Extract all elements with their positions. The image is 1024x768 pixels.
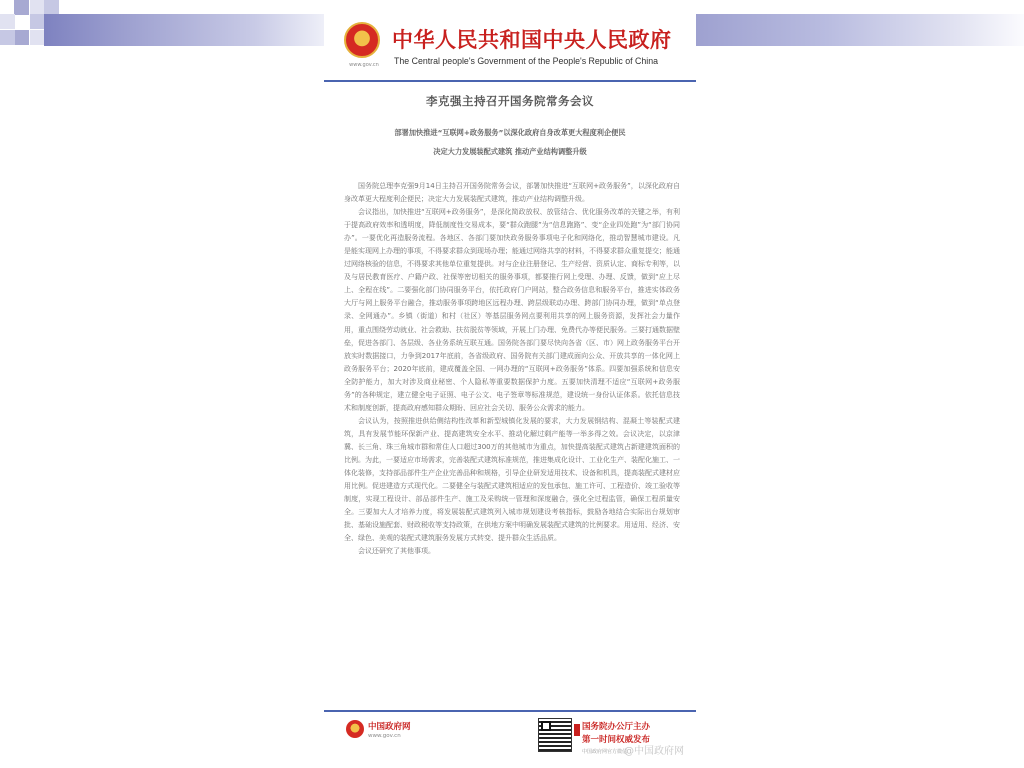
footer-emblem-icon: [346, 720, 364, 738]
header-band-left: [44, 14, 324, 46]
article-paragraph: 会议认为，按照推进供给侧结构性改革和新型城镇化发展的要求，大力发展钢结构、混凝土等装配式建筑，具有发展节能环保新产业、提高建筑安全水平、推动化解过剩产能等一举多得之效。会议决定，以京津冀、长三角、珠三角城市群和常住人口超过300万的其他城市为重点，加快提高装配式建筑占新建建筑面积的比例。为此，一要适应市场需求，完善装配式建筑标准规范，推进集成化设计、工业化生产、装配化施工、一体化装修，支持部品部件生产企业完善品种和规格，引导企业研发适用技术、设备和机具，提高装配式建材应用比例。促进建造方式现代化。二要健全与装配式建筑相适应的发包承包、施工许可、工程造价、竣工验收等制度，实现工程设计、部品部件生产、施工及采购统一管理和深度融合，强化全过程监管，确保工程质量安全。三要加大人才培养力度，将发展装配式建筑列入城市规划建设考核指标，鼓励各地结合实际出台规划审批、基础设施配套、财政税收等支持政策，在供地方案中明确发展装配式建筑的比例要求。用适用、经济、安全、绿色、美观的装配式建筑服务发展方式转变、提升群众生活品质。: [344, 416, 680, 543]
footer-promo-line-3: 中国政府网官方微信: [582, 749, 628, 755]
header-band-right: [696, 14, 1024, 46]
gov-header: [324, 14, 696, 80]
national-emblem-icon: [344, 22, 380, 58]
gov-title-chinese: 中华人民共和国中央人民政府: [392, 28, 672, 52]
article-body: [344, 180, 680, 700]
gov-title-english: The Central people's Government of the People's Republic of China: [394, 56, 658, 66]
footer-promo-line-2: 第一时间权威发布: [582, 735, 651, 745]
footer-site-url: www.gov.cn: [368, 733, 401, 739]
article-subtitle-2: 决定大力发展装配式建筑 推动产业结构调整升级: [433, 147, 587, 156]
qr-code-icon: [538, 718, 572, 752]
article-paragraph: 会议还研究了其他事项。: [358, 547, 435, 556]
header-divider: [324, 80, 696, 82]
article-paragraph: 国务院总理李克强9月14日主持召开国务院常务会议，部署加快推进“互联网+政务服务”，以深化政府自身改革更大程度利企便民；决定大力发展装配式建筑，推动产业结构调整升级。: [344, 182, 680, 204]
article-subtitle-1: 部署加快推进“互联网+政务服务”以深化政府自身改革更大程度利企便民: [394, 128, 626, 137]
promo-marker: [574, 724, 580, 736]
emblem-site-label: www.gov.cn: [349, 62, 379, 68]
article-paragraph: 会议指出，加快推进“互联网+政务服务”，是深化简政放权、放管结合、优化服务改革的关键之举，有利于提高政府效率和透明度，降低制度性交易成本，要“群众跑腿”为“信息跑路”、变“企业四处跑”为“部门协同办”。一要优化再造服务流程。各地区、各部门要加快政务服务事项电子化和网络化，推动智慧城市建设。凡是能实现网上办理的事项，不得要求群众到现场办理；能通过网络共享的材料，不得要求群众重复提交；能通过网络核验的信息，不得要求其他单位重复提供。对与企业注册登记、生产经营、资质认定、商标专利等，以及与居民教育医疗、户籍户政、社保等密切相关的服务事项，都要推行网上受理、办理、反馈，做到“应上尽上、全程在线”。二要强化部门协同服务平台，依托政府门户网站，整合政务信息和服务平台，推进实体政务大厅与网上服务平台融合，推动服务事项跨地区远程办理、跨层级联动办理、跨部门协同办理，做到“单点登录、全网通办”。乡镇（街道）和村（社区）等基层服务网点要利用共享的网上服务资源，发挥社会力量作用，重点围绕劳动就业、社会救助、扶贫脱贫等领域，开展上门办理、免费代办等便民服务。三要打通数据壁垒，促进各部门、各层级、各业务系统互联互通。国务院各部门要尽快向各省（区、市）网上政务服务平台开放实时数据接口，力争到2017年底前，各省级政府、国务院有关部门建成面向公众、开放共享的一体化网上政务服务平台；2020年底前，建成覆盖全国、一网办理的“互联网+政务服务”体系。四要加强系统和信息安全防护能力，加大对涉及商业秘密、个人隐私等重要数据保护力度。五要加快清理不适应“互联网+政务服务”的各种规定，建立健全电子证照、电子公文、电子签章等标准规范，建设统一身份认证体系。依托信息技术和制度创新，提高政府感知群众期盼、回应社会关切、服务公众需求的能力。: [344, 208, 680, 412]
footer-promo-line-1: 国务院办公厅主办: [582, 722, 651, 732]
footer-divider: [324, 710, 696, 712]
footer-site-name: 中国政府网: [368, 722, 411, 732]
weibo-watermark: @中国政府网: [624, 746, 684, 757]
article-title: 李克强主持召开国务院常务会议: [426, 94, 594, 108]
document-page: [324, 0, 696, 768]
